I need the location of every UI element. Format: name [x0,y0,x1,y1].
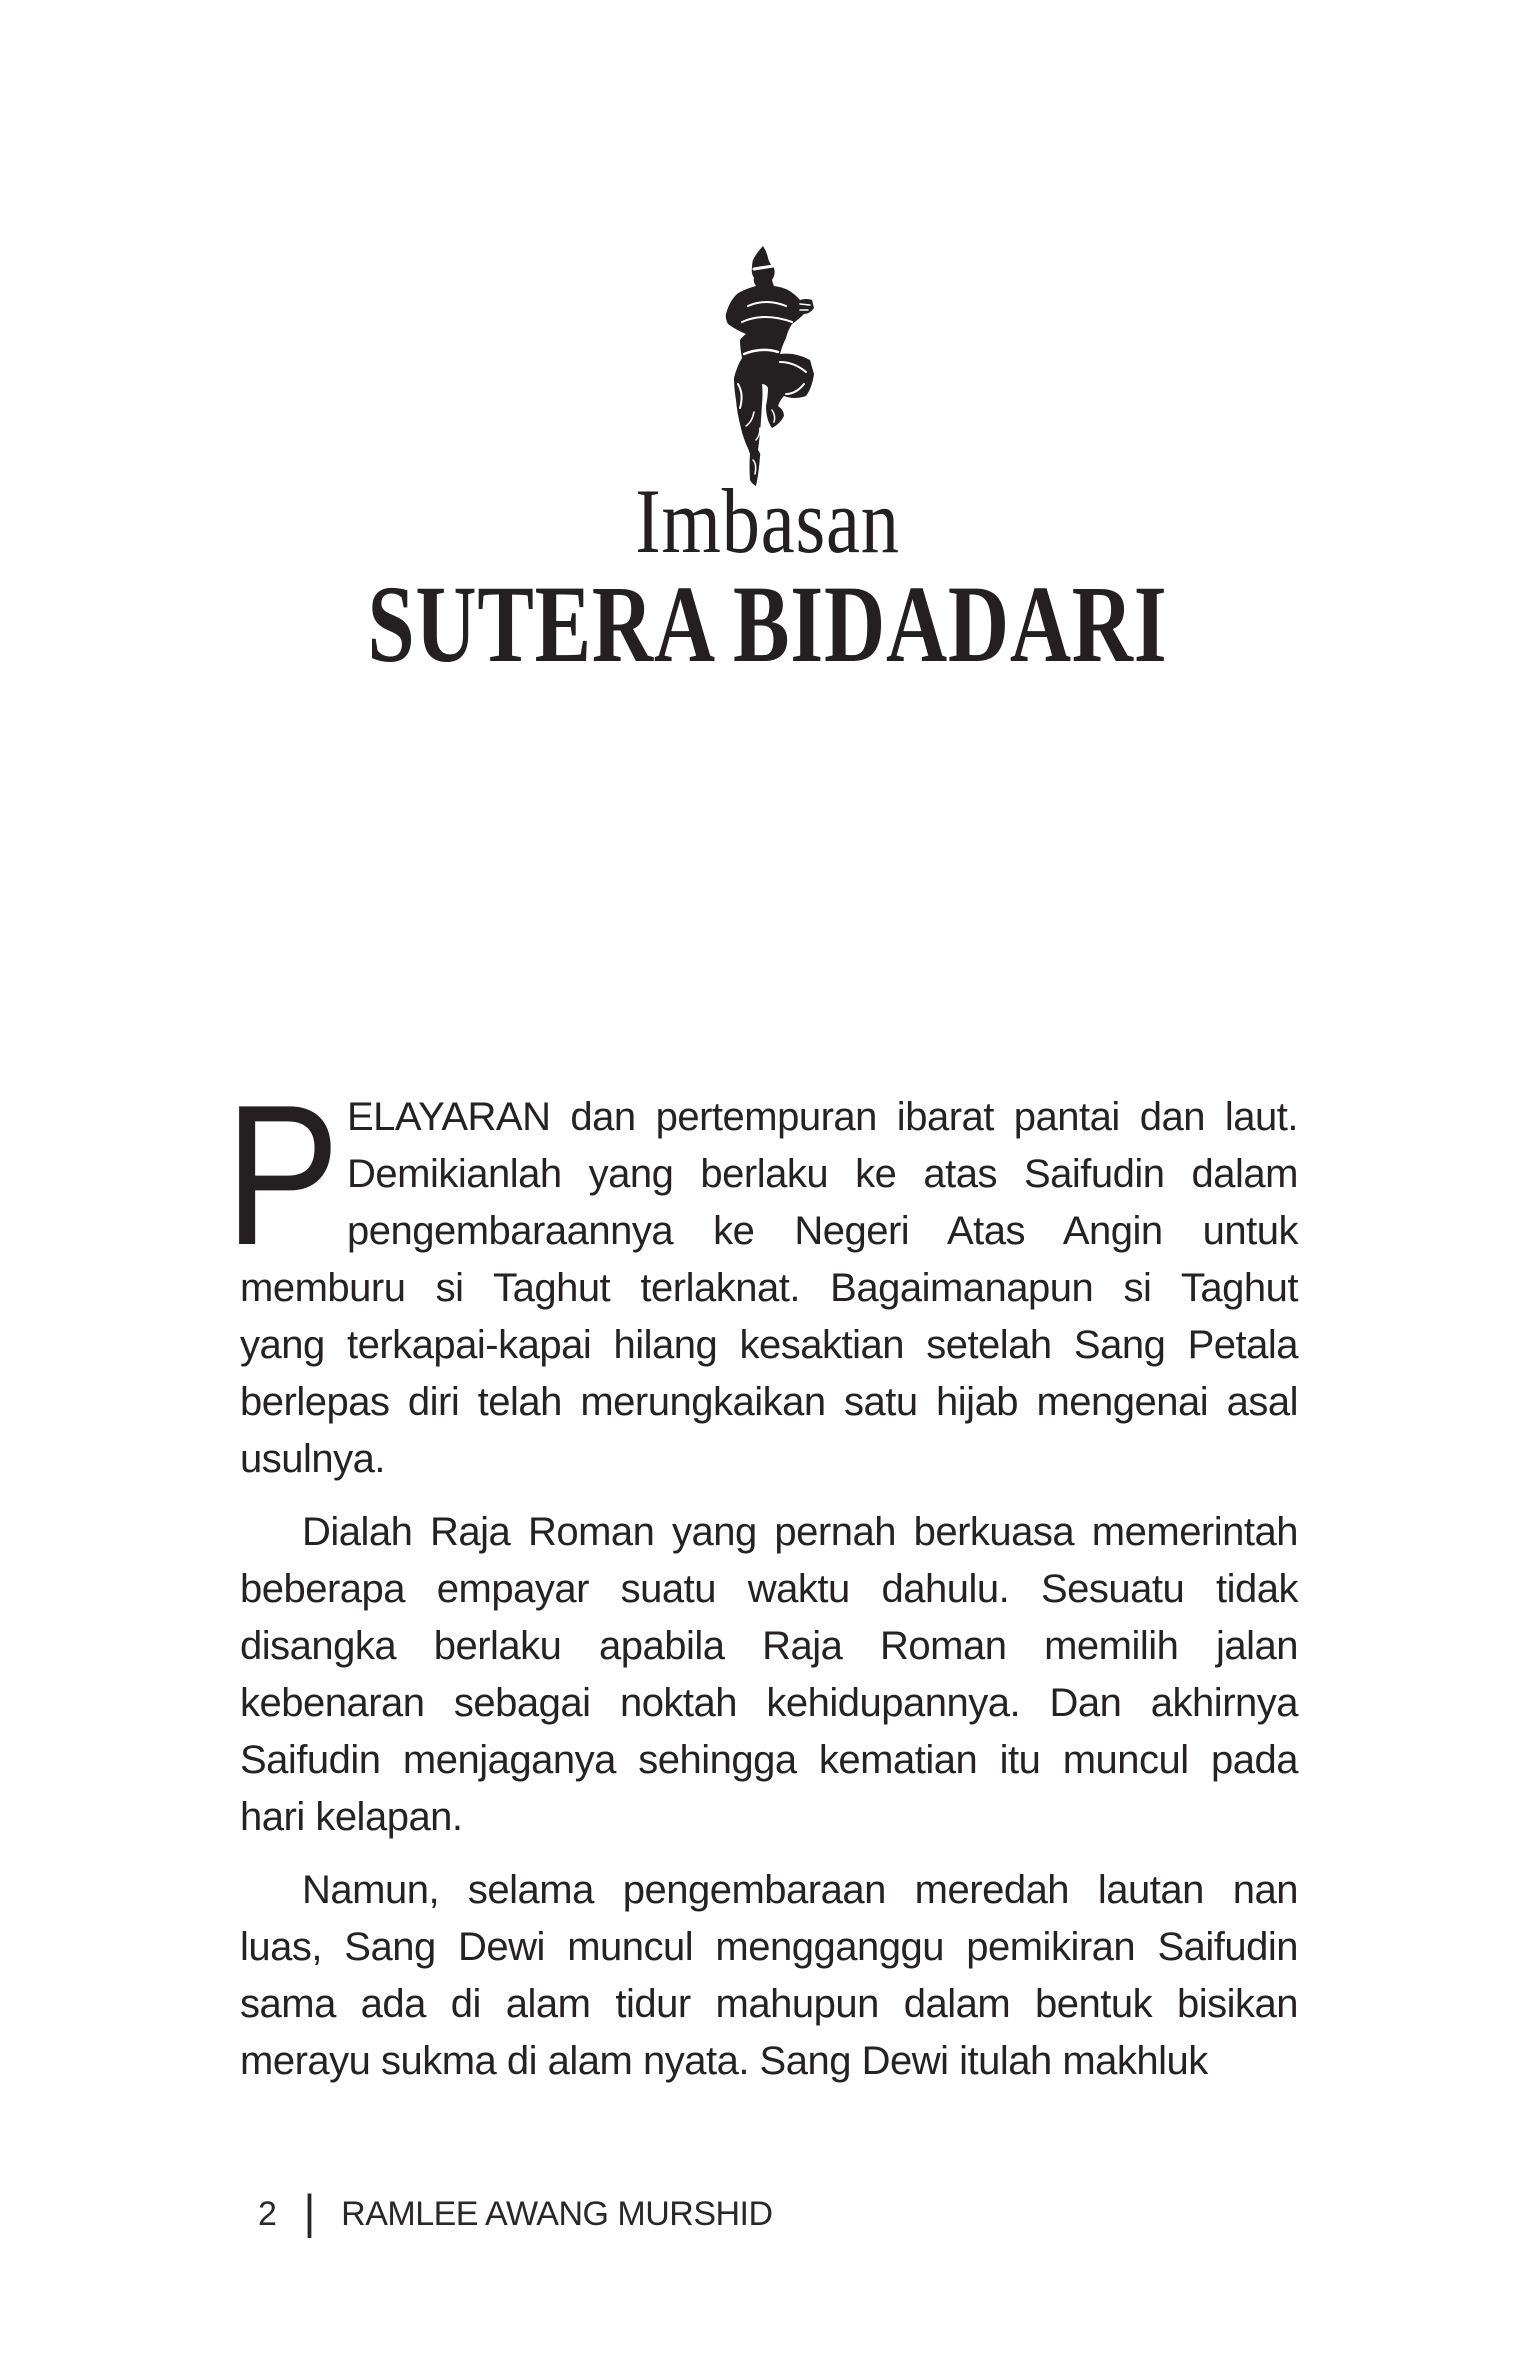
silat-warrior-illustration [722,244,814,488]
text-line: kebenaran sebagai noktah kehidupannya. Dan akhirnya [240,1681,1298,1725]
text-line: beberapa empayar suatu waktu dahulu. Sesuatu tidak [240,1567,1298,1611]
paragraph [240,1504,1298,1846]
text-line: Namun, selama pengembaraan meredah lautan nan [302,1868,1298,1912]
paragraph [240,1862,1298,2090]
text-line: sama ada di alam tidur mahupun dalam bentuk bisikan [240,1982,1298,2026]
text-line: disangka berlaku apabila Raja Roman memilih jalan [240,1624,1298,1668]
text-line: memburu si Taghut terlaknat. Bagaimanapun si Taghut [240,1266,1298,1310]
text-line: Demikianlah yang berlaku ke atas Saifudin dalam [347,1152,1298,1196]
book-title: SUTERA BIDADARI [367,563,1168,685]
running-title: RAMLEE AWANG MURSHID [341,2195,773,2233]
text-line: Dialah Raja Roman yang pernah berkuasa memerintah [302,1510,1298,1554]
drop-cap-letter: P [225,1064,340,1287]
page-number: 2 [258,2195,277,2233]
text-line: hari kelapan. [240,1795,463,1839]
body-text [240,1089,1298,2090]
text-line: yang terkapai-kapai hilang kesaktian setelah Sang Petala [240,1323,1298,1367]
page-footer [258,2185,773,2238]
series-title: Imbasan [635,470,900,572]
text-line: luas, Sang Dewi muncul mengganggu pemikiran Saifudin [240,1925,1298,1969]
text-line: pengembaraannya ke Negeri Atas Angin untuk [347,1209,1298,1253]
text-line: ELAYARAN dan pertempuran ibarat pantai dan laut. [347,1095,1298,1139]
footer-divider: | [303,2185,316,2238]
text-line: berlepas diri telah merungkaikan satu hijab mengenai asal [240,1380,1298,1424]
text-line: merayu sukma di alam nyata. Sang Dewi itulah makhluk [240,2039,1208,2083]
paragraph [240,1089,1298,1488]
text-line: usulnya. [240,1437,385,1481]
text-line: Saifudin menjaganya sehingga kematian itu muncul pada [240,1738,1298,1782]
